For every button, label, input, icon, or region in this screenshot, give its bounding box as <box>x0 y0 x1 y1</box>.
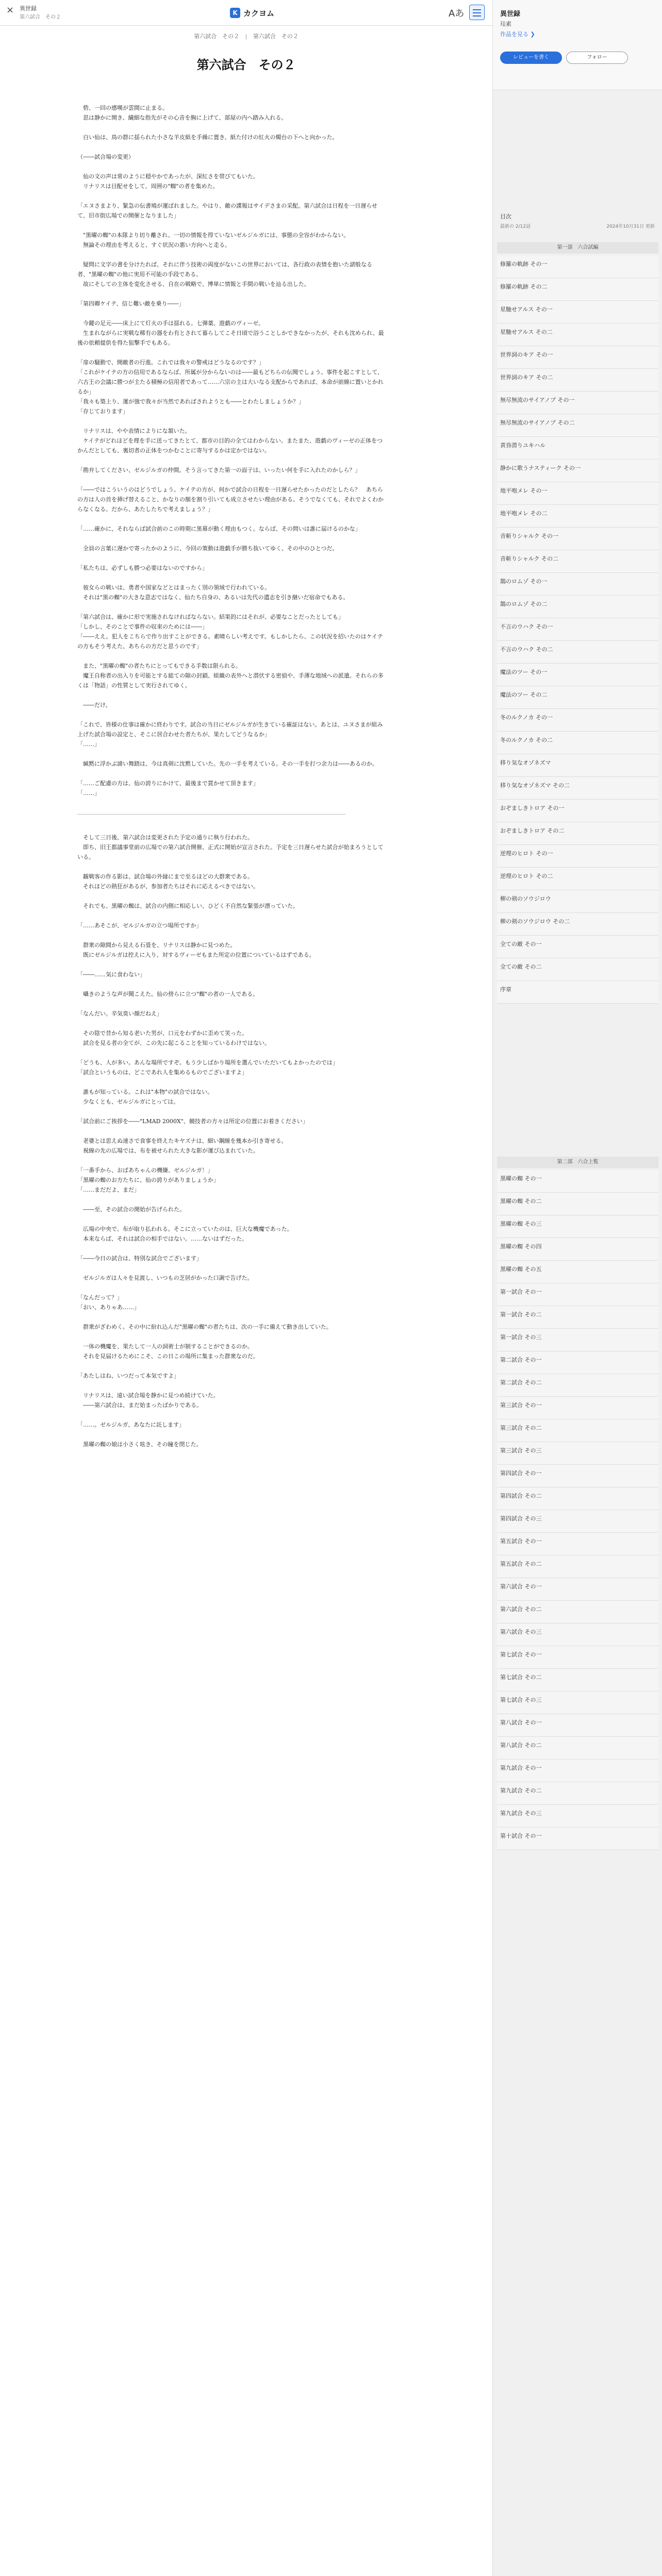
chapter-title: 第六試合 その２ <box>196 57 296 72</box>
toc-item[interactable]: 逆理のヒロト その二 <box>497 868 658 890</box>
body-paragraph: 試合を見る者の全てが、この先に起こることを知っているわけではない。 <box>77 1040 270 1046</box>
toc-item[interactable]: 冬のルクノカ その一 <box>497 709 658 732</box>
toc-item[interactable]: 第六試合 その二 <box>497 1601 658 1623</box>
toc-item[interactable]: 静かに歌うナスティーク その一 <box>497 460 658 482</box>
body-paragraph: ――第六試合は、まだ始まったばかりである。 <box>77 1402 202 1409</box>
body-paragraph: また、"黒曜の蜘"の者たちにとってもできる手数は限られる。 <box>77 663 241 669</box>
toc-item[interactable]: 黒曜の蜘 その四 <box>497 1238 658 1261</box>
body-paragraph: 「これがケイテの方の信用であるならば、所属が分からないのは――最もどちらの伝聞でしょう。事件を起こすとして、六古王の会議に勝つが主たる積極の信用者であって……六宗の主は大いなる支配からであれば、本命が前線に置いとかれるか」 <box>77 369 384 395</box>
toc-item[interactable]: 序章 <box>497 981 658 1004</box>
scene-break <box>77 814 345 815</box>
body-paragraph: 本来ならば、それは試合の相手ではない。……ないはずだった。 <box>77 1235 247 1242</box>
body-paragraph <box>77 749 387 759</box>
body-paragraph <box>77 1048 387 1058</box>
body-paragraph <box>77 999 387 1009</box>
body-paragraph: （――試合場の変更） <box>77 154 134 160</box>
toc-item[interactable]: 第七試合 その一 <box>497 1646 658 1669</box>
toc-item[interactable]: 世界詞のキア その一 <box>497 346 658 369</box>
body-paragraph <box>77 1312 387 1322</box>
body-paragraph: 「おい、ありゃあ……」 <box>77 1304 140 1311</box>
body-paragraph: 「扉の騒動で、開敵者の行進。これでは我々の警戒はどうなるのです？」 <box>77 359 264 366</box>
sidebar-header <box>493 0 662 90</box>
toc-count: 最新の 2/12話 <box>500 224 531 229</box>
body-paragraph <box>77 416 387 426</box>
body-paragraph: 視線の先の広場では、布を被せられた大きな影が運び込まれていた。 <box>77 1147 259 1154</box>
body-paragraph <box>77 1430 387 1439</box>
body-paragraph: 一体の機魔を、果たして一人の詞術士が制することができるのか。 <box>77 1343 253 1350</box>
body-paragraph: 今鍵の足元――床上にて灯火の手は揺れる。七弾薬、遊戯のヴィーゼ。 <box>77 320 264 327</box>
body-paragraph: 「勘弁してください、ゼルジルガの仲間。そう言ってきた第一の面子は、いったい何を手に入れたのかしら？」 <box>77 467 361 473</box>
body-paragraph: 思は静かに開き、繊細な指先がその心音を胸に上げて、部屋の内へ踏み入れる。 <box>77 114 287 121</box>
toc-item[interactable]: 第五試合 その二 <box>497 1555 658 1578</box>
body-paragraph: 魔王自称者の出入りを可能とする総ての隙の封鎖、組織の表外へと潜伏する密偵や、手薄な地域への派遣。それらの多くは「物語」の性質として実行されてゆく。 <box>77 672 384 689</box>
toc-item[interactable]: 第七試合 その二 <box>497 1669 658 1691</box>
body-paragraph <box>77 1283 387 1293</box>
logo-text: カクヨム <box>243 8 275 18</box>
toc-item[interactable]: 第三試合 その一 <box>497 1397 658 1419</box>
toc-item[interactable]: 地平咆メレ その一 <box>497 482 658 505</box>
body-paragraph <box>77 1077 387 1087</box>
body-paragraph <box>77 1214 387 1224</box>
toc-item[interactable]: 第五試合 その一 <box>497 1533 658 1555</box>
body-paragraph: 囁きのような声が聞こえた。仙の傍らに立つ"蜘"の者の一人である。 <box>77 991 259 997</box>
body-paragraph: 「あたしはね、いつだって本気ですよ」 <box>77 1372 179 1379</box>
body-paragraph <box>77 348 387 358</box>
body-paragraph: 仙の文の声は常のように穏やかであったが、深紅さを帯びてもいた。 <box>77 173 259 180</box>
body-paragraph: 「――今日の試合は、特別な試合でございます」 <box>77 1255 202 1262</box>
body-paragraph: ケイテがどれほどを理を手に送ってきたとて、都市の目的の全てはわからない。またまた、遊戯のヴィーゼの正体をつかんだとしても、裏切者の正体をつかむことに寄与するかは定かではない。 <box>77 437 383 454</box>
body-paragraph <box>77 960 387 970</box>
toc-group-header[interactable]: 第一部 六合試編 <box>497 242 658 253</box>
body-paragraph: その陰で昔から知る老いた男が、口元をわずかに歪めて笑った。 <box>77 1030 247 1037</box>
toc-item[interactable]: 冬のルクノカ その二 <box>497 732 658 754</box>
body-paragraph <box>77 1244 387 1253</box>
body-paragraph: 「……」 <box>77 790 100 796</box>
body-paragraph <box>77 534 387 544</box>
body-paragraph: "黒曜の蜘"の本隊より切り離され、一切の情報を得ていないゼルジルガには、事態の全容がわからない。 <box>77 232 350 239</box>
body-paragraph <box>77 1361 387 1371</box>
toc-item[interactable]: 不言のウハク その二 <box>497 641 658 664</box>
body-paragraph: 「……あそこが、ゼルジルガの立つ場所ですか」 <box>77 922 202 929</box>
toc-item[interactable]: 第九試合 その三 <box>497 1805 658 1827</box>
toc-item[interactable]: 黄昏潜りユキハル <box>497 437 658 460</box>
episode-title: 第六試合 その２ <box>20 14 61 20</box>
work-title[interactable]: 異世録 <box>20 5 37 12</box>
body-paragraph <box>77 798 387 808</box>
toc-item[interactable]: 黒曜の蜘 その五 <box>497 1261 658 1283</box>
toc-item[interactable]: 第三試合 その二 <box>497 1419 658 1442</box>
body-paragraph <box>77 930 387 940</box>
body-paragraph: 観戦客の作る影は、試合場の外縁にまで至るほどの大群衆である。 <box>77 873 253 880</box>
toc-item[interactable]: 第四試合 その一 <box>497 1465 658 1487</box>
toc-item[interactable]: 第九試合 その一 <box>497 1759 658 1782</box>
body-paragraph: 広場の中央で、布が取り払われる。そこに立っていたのは、巨大な機魔であった。 <box>77 1226 293 1232</box>
toc-group-header[interactable]: 第二部 六合上覧 <box>497 1157 658 1168</box>
sidebar <box>492 0 662 2576</box>
toc-item[interactable]: 地平咆メレ その二 <box>497 505 658 528</box>
body-paragraph: 「しかし、そのことで事件の収束のためには――」 <box>77 623 208 630</box>
body-paragraph: 「エヌさまより、緊急の伝書鳩が運ばれました。やはり、敵の諜報はサイデさまの采配。第六試合は日程を一日遅らせて、旧市街広場での開催となりました」 <box>77 202 377 219</box>
toc-item[interactable]: おぞましきトロア その一 <box>497 800 658 822</box>
body-paragraph: 「――ではこういうのはどうでしょう。ケイテの方が、何かで試合の日程を一日遅らせたかったのだとしたら？ あちらの方は人の首を挿げ替えること、かなりの額を割り引いても成立させたい理由がある。そうでなくても、それでよくわからなくなる。だから、あたしたちで考えましょう？」 <box>77 486 384 513</box>
toc-list <box>497 1170 658 1850</box>
body-paragraph: それは"黒の蜘"の大きな意志ではなく、仙たち自身の、あるいは先代の遺志を引き継いだ宿命でもある。 <box>77 594 349 601</box>
body-paragraph: 誰もが知っている。これは"本物"の試合ではない。 <box>77 1089 213 1095</box>
toc-item[interactable]: 第一試合 その一 <box>497 1283 658 1306</box>
body-paragraph <box>77 289 387 299</box>
body-paragraph <box>77 1019 387 1028</box>
body-paragraph: 少なくとも、ゼルジルガにとっては。 <box>77 1098 179 1105</box>
toc-item[interactable]: 鵲のロムゾ その一 <box>497 573 658 596</box>
toc-item[interactable]: 第七試合 その三 <box>497 1691 658 1714</box>
body-paragraph <box>77 602 387 612</box>
body-paragraph: それを見届けるためにこそ、この日この場所に集まった群衆なのだ。 <box>77 1353 259 1360</box>
font-settings-button[interactable]: Aあ <box>449 8 465 19</box>
body-paragraph: 全員の言葉に遅かで寄ったかのように、今回の策動は遊戯手が勝ち抜いてゆく、その中のひとつだ。 <box>77 545 338 552</box>
body-paragraph: 「存じております」 <box>77 408 128 415</box>
body-paragraph <box>77 142 387 152</box>
body-paragraph <box>77 769 387 778</box>
body-paragraph: 老婆とは思えぬ速さで食事を終えたキヤズナは、細い鋼線を幾本か引き寄せる。 <box>77 1138 287 1144</box>
body-paragraph: 既にゼルジルガは控えに入り、対するヴィーゼもまた所定の位置についているはずである。 <box>77 952 315 958</box>
body-paragraph <box>77 309 387 318</box>
body-paragraph <box>77 573 387 583</box>
body-paragraph: 白い仙は、鳥の群に揺られた小さな羊皮紙を手繰に置き、紙た付けの紅火の燭台の下へと向かった。 <box>77 134 338 141</box>
body-paragraph <box>77 891 387 901</box>
body-paragraph: 「一番手から、おばあちゃんの機嫌、ゼルジルガ！」 <box>77 1167 213 1174</box>
toc-item[interactable]: 修羅の軌跡 その二 <box>497 278 658 301</box>
toc-item[interactable]: 逆理のヒロト その一 <box>497 845 658 868</box>
body-paragraph <box>77 823 387 833</box>
reader-main <box>0 26 492 2576</box>
menu-line-icon <box>473 9 481 10</box>
body-paragraph <box>77 862 387 872</box>
toc-item[interactable]: 第六試合 その三 <box>497 1623 658 1646</box>
toc-item[interactable]: 第二試合 その二 <box>497 1374 658 1397</box>
body-paragraph: 「これで、皆様の仕事は確かに終わりです。試合の当日にゼルジルガが生きている確証はない。あとは、ユヌさまが組み上げた試合場の設定と、そこに居合わせた者たちが、果たしてどうなるか」 <box>77 721 383 738</box>
body-paragraph: 彼女らの戦いは、勇者や国家などとはまったく別の領域で行われている。 <box>77 584 270 591</box>
body-paragraph: 群衆がざわめく。その中に紛れ込んだ"黒曜の蜘"の者たちは、次の一手に備えて動き出していた。 <box>77 1324 332 1330</box>
body-paragraph: ――だけ。 <box>77 702 111 708</box>
toc-item[interactable]: 第八試合 その一 <box>497 1714 658 1737</box>
menu-line-icon <box>473 15 481 16</box>
body-paragraph: 「試合というものは、どこであれ人を集めるものでございますよ」 <box>77 1069 247 1076</box>
toc-item[interactable]: 黒曜の蜘 その一 <box>497 1170 658 1193</box>
body-paragraph: 「第六試合は、確かに形で実施されなければならない。結果的にはそれが、必要なことだったとしても」 <box>77 614 344 620</box>
toc-meta <box>500 223 655 229</box>
body-paragraph: 緘黙に浮かぶ諦い舞踏は、今は真剣に沈黙していた。先の一手を考えている。その一手を打つ余力は――あるのか。 <box>77 760 378 767</box>
toc-item[interactable]: 全ての敵 その一 <box>497 936 658 958</box>
body-paragraph: 「第四卿ケイテ、信じ難い敵を乗り――」 <box>77 300 185 307</box>
body-paragraph <box>77 1381 387 1391</box>
toc-item[interactable]: 第九試合 その二 <box>497 1782 658 1805</box>
body-paragraph: 「――ええ。犯人をこちらで作り出すことができる。素晴らしい考えです。もしかしたら、この状況を招いたのはケイテの方もそう考えた、あちらの方だと思うのです」 <box>77 633 383 650</box>
body-paragraph <box>77 979 387 989</box>
toc-item[interactable]: 星馳せアルス その一 <box>497 301 658 324</box>
toc-item[interactable]: 柳の剣のソウジロウ <box>497 890 658 913</box>
body-paragraph <box>77 250 387 260</box>
toc-item[interactable]: 移り気なオゾネズマ その二 <box>497 777 658 800</box>
body-paragraph: リナリスは、遠い試合場を静かに見つめ続けていた。 <box>77 1392 219 1399</box>
toc-item[interactable]: 世界詞のキア その二 <box>497 369 658 392</box>
toc-item[interactable]: 音斬りシャルク その二 <box>497 550 658 573</box>
sidebar-author[interactable]: 珪素 <box>500 21 511 27</box>
body-paragraph <box>77 1107 387 1116</box>
toc-item[interactable]: 第一試合 その二 <box>497 1306 658 1329</box>
body-paragraph: リナリスは目配せをして、周囲の"蜘"の者を集めた。 <box>77 183 219 190</box>
follow-button[interactable]: フォロー <box>566 52 628 64</box>
body-paragraph: 生まれながらに実戦な稀有の器をわ有とされて暮らしてこそ日頃で浴うことしかできなかったが、それも沈められ、最後の依頼提供を得た狙撃手でもある。 <box>77 330 384 346</box>
sidebar-work-title[interactable]: 異世録 <box>500 10 521 18</box>
toc-item[interactable]: 第四試合 その三 <box>497 1510 658 1533</box>
body-paragraph <box>77 514 387 524</box>
toc-item[interactable]: 修羅の軌跡 その一 <box>497 256 658 278</box>
toc-item[interactable]: 全ての敵 その二 <box>497 958 658 981</box>
body-paragraph <box>77 191 387 201</box>
body-paragraph <box>77 1195 387 1205</box>
body-paragraph: 「どうも、人が多い。あんな場所ですぞ。もう少しばかり場所を選んでいただいてもよかったのでは」 <box>77 1059 338 1066</box>
body-paragraph <box>77 1410 387 1420</box>
breadcrumb-item[interactable]: 第六試合 その２ <box>253 33 299 40</box>
body-paragraph: 群衆の隙間から見える石畳を、リナリスは静かに見つめた。 <box>77 942 236 948</box>
body-paragraph: 「なんだい。辛気臭い顔だねえ」 <box>77 1010 162 1017</box>
breadcrumb-separator: | <box>245 33 247 40</box>
toc-item[interactable]: 魔法のツー その二 <box>497 686 658 709</box>
body-paragraph: ゼルジルガは人々を見渡し、いつもの芝居がかった口調で告げた。 <box>77 1275 253 1281</box>
toc-item[interactable]: 第一試合 その三 <box>497 1329 658 1351</box>
toc-label: 目次 <box>500 213 511 220</box>
body-paragraph <box>77 1126 387 1136</box>
body-paragraph: 砦、一回の感嘆が雲間に止まる。 <box>77 105 168 111</box>
body-paragraph: 故にそしての主体を変化させる、自在の戦略で、博単に情報と手間の戦いを辿る出した。 <box>77 281 310 287</box>
body-paragraph: そして三日後、第六試合は変更された予定の通りに執り行われた。 <box>77 834 253 841</box>
body-paragraph <box>77 911 387 921</box>
close-icon[interactable]: × <box>6 5 14 15</box>
body-paragraph: ――至、その試合の開始が告げられた。 <box>77 1206 185 1213</box>
toc-item[interactable]: 黒曜の蜘 その二 <box>497 1193 658 1215</box>
chapter-body <box>77 103 387 1449</box>
body-paragraph <box>77 123 387 132</box>
body-paragraph: 「私たちは、必ずしも勝つ必要はないのですから」 <box>77 565 208 571</box>
toc-item[interactable]: 不言のウハク その一 <box>497 618 658 641</box>
body-paragraph: 「我々も築上り、運が強で我々が当然であればされようとも――とわたしましょうか？」 <box>77 398 304 405</box>
body-paragraph: それでも、黒曜の蜘は、試合の内側に相応しい、ひどく不自然な緊張が漂っていた。 <box>77 903 299 909</box>
logo-mark-icon: K <box>230 8 240 18</box>
body-paragraph <box>77 221 387 230</box>
toc-item[interactable]: 音斬りシャルク その一 <box>497 528 658 550</box>
body-paragraph: 「なんだって？」 <box>77 1294 123 1301</box>
body-paragraph: 「……確かに、それならば試合前のこの時期に黒幕が動く理由もつく。ならば、その問いは誰に届けるのかな」 <box>77 526 361 532</box>
toc-item[interactable]: 第十試合 その一 <box>497 1827 658 1850</box>
menu-button[interactable] <box>469 5 485 20</box>
body-paragraph: 黒曜の蜘の娘は小さく呟き、その瞳を閉じた。 <box>77 1441 202 1448</box>
toc-item[interactable]: おぞましきトロア その二 <box>497 822 658 845</box>
toc-item[interactable]: 第八試合 その二 <box>497 1737 658 1759</box>
body-paragraph: 「……。ゼルジルガ、あなたに託します」 <box>77 1421 185 1428</box>
toc-item[interactable]: 第二試合 その一 <box>497 1351 658 1374</box>
body-paragraph <box>77 553 387 563</box>
body-paragraph <box>77 162 387 172</box>
toc-item[interactable]: 黒曜の蜘 その三 <box>497 1215 658 1238</box>
body-paragraph: リナリスは、やや表情によりにな頷いた。 <box>77 428 191 434</box>
body-paragraph: 「……ご配慮の方は、仙の誇りにかけて、最後まで貫かせて頂きます」 <box>77 780 259 787</box>
toc-item[interactable]: 柳の剣のソウジロウ その二 <box>497 913 658 936</box>
body-paragraph: 「……まだだよ、まだ」 <box>77 1187 140 1193</box>
breadcrumb-item[interactable]: 第六試合 その２ <box>194 33 240 40</box>
toc-item[interactable]: 無尽無流のサイアノプ その二 <box>497 414 658 437</box>
body-paragraph <box>77 1332 387 1342</box>
toc-item[interactable]: 魔法のツー その一 <box>497 664 658 686</box>
body-paragraph <box>77 1263 387 1273</box>
toc-item[interactable]: 第三試合 その三 <box>497 1442 658 1465</box>
body-paragraph: 「――……気に食わない」 <box>77 971 145 978</box>
toc-item[interactable]: 星馳せアルス その二 <box>497 324 658 346</box>
body-paragraph: 「黒曜の蜘のお方たちに、仙の誇りがありましょうか」 <box>77 1177 219 1183</box>
body-paragraph: 「試合前にご挨拶を――"LMAD 2000X"、競技者の方々は所定の位置にお着きください」 <box>77 1118 308 1125</box>
body-paragraph <box>77 710 387 720</box>
body-paragraph <box>77 690 387 700</box>
body-paragraph <box>77 651 387 661</box>
toc-item[interactable]: 第六試合 その一 <box>497 1578 658 1601</box>
body-paragraph: 「……」 <box>77 741 100 748</box>
toc-updated: 2024年10月31日 更新 <box>606 224 655 229</box>
toc-item[interactable]: 移り気なオゾネズマ <box>497 754 658 777</box>
toc-item[interactable]: 鵲のロムゾ その二 <box>497 596 658 618</box>
sidebar-work-link[interactable]: 作品を見る ❯ <box>500 31 535 38</box>
body-paragraph: 無論その理由を考えると、すぐ状況の悪い方向へと走る。 <box>77 242 230 248</box>
body-paragraph: それほどの熱狂があるが、参加者たちはそれに応えるべきではない。 <box>77 883 259 890</box>
body-paragraph <box>77 475 387 485</box>
body-paragraph <box>77 1156 387 1165</box>
body-paragraph: 疑問に文字の書を分けたれば、それに伴う技術の両度がないこの世界においては、各行政の表情を抱いた諸般なる者、"黒曜の蜘"の他に実用不可能の手段である。 <box>77 261 372 278</box>
toc-item[interactable]: 無尽無流のサイアノプ その一 <box>497 392 658 414</box>
toc-item[interactable]: 第四試合 その二 <box>497 1487 658 1510</box>
body-paragraph: 即ち、旧王都議事堂前の広場での第六試合開催、正式に開始が宣言された。予定を三日遅らせた試合が始まろうとしている。 <box>77 844 384 860</box>
write-review-button[interactable]: レビューを書く <box>500 52 562 64</box>
breadcrumb <box>0 32 492 40</box>
toc-list <box>497 256 658 1004</box>
logo[interactable] <box>230 7 274 19</box>
body-paragraph <box>77 455 387 465</box>
menu-line-icon <box>473 12 481 13</box>
